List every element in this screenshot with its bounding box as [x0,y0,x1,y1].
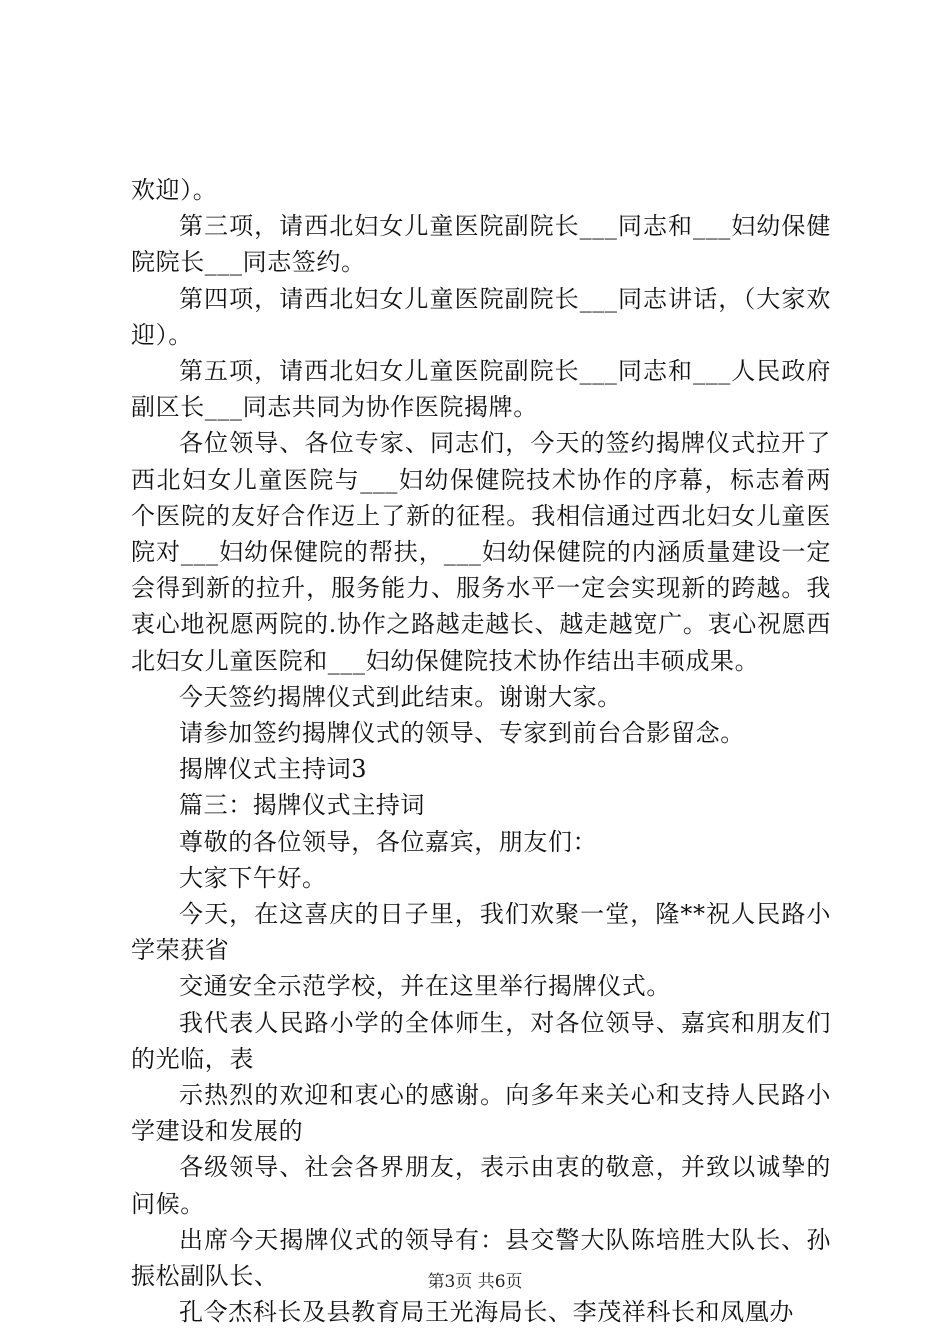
page-number-footer: 第3页 共6页 [427,1272,523,1292]
paragraph-8: 篇三：揭牌仪式主持词 [179,791,425,820]
paragraph-14: 示热烈的欢迎和衷心的感谢。向多年来关心和支持人民路小学建设和发展的 [131,1081,831,1146]
paragraph-5: 今天签约揭牌仪式到此结束。谢谢大家。 [179,682,622,711]
paragraph-0: 欢迎）。 [131,176,218,204]
paragraph-1: 第三项，请西北妇女儿童医院副院长___同志和___妇幼保健院院长___同志签约。 [131,212,831,277]
paragraph-2: 第四项，请西北妇女儿童医院副院长___同志讲话，（大家欢迎）。 [131,284,831,349]
paragraph-11: 今天，在这喜庆的日子里，我们欢聚一堂，隆**祝人民路小学荣获省 [131,900,831,965]
document-body [131,172,831,1331]
paragraph-15: 各级领导、社会各界朋友，表示由衷的敬意，并致以诚挚的问候。 [131,1153,831,1218]
paragraph-7: 揭牌仪式主持词3 [179,755,368,784]
paragraph-9: 尊敬的各位领导，各位嘉宾，朋友们： [179,827,598,856]
paragraph-4: 各位领导、各位专家、同志们，今天的签约揭牌仪式拉开了西北妇女儿童医院与___妇幼保健院技术协作的序幕，标志着两个医院的友好合作迈上了新的征程。我相信通过西北妇女儿童医院对___妇幼保健院的帮扶，___妇幼保健院的内涵质量建设一定会得到新的拉升，服务能力、服务水平一定会实现新的跨越。我衷心地祝愿两院的.协作之路越走越长、越走越宽广。衷心祝愿西北妇女儿童医院和___妇幼保健院技术协作结出丰硕成果。 [131,429,831,675]
paragraph-10: 大家下午好。 [179,863,327,892]
paragraph-3: 第五项，请西北妇女儿童医院副院长___同志和___人民政府副区长___同志共同为协作医院揭牌。 [131,357,831,422]
paragraph-6: 请参加签约揭牌仪式的领导、专家到前台合影留念。 [179,719,745,748]
paragraph-13: 我代表人民路小学的全体师生，对各位领导、嘉宾和朋友们的光临，表 [131,1008,831,1073]
paragraph-16: 出席今天揭牌仪式的领导有：县交警大队陈培胜大队长、孙振松副队长、 [131,1225,831,1291]
paragraph-12: 交通安全示范学校，并在这里举行揭牌仪式。 [179,972,671,1001]
paragraph-17: 孔令杰科长及县教育局王光海局长、李茂祥科长和凤凰办 [179,1298,794,1327]
